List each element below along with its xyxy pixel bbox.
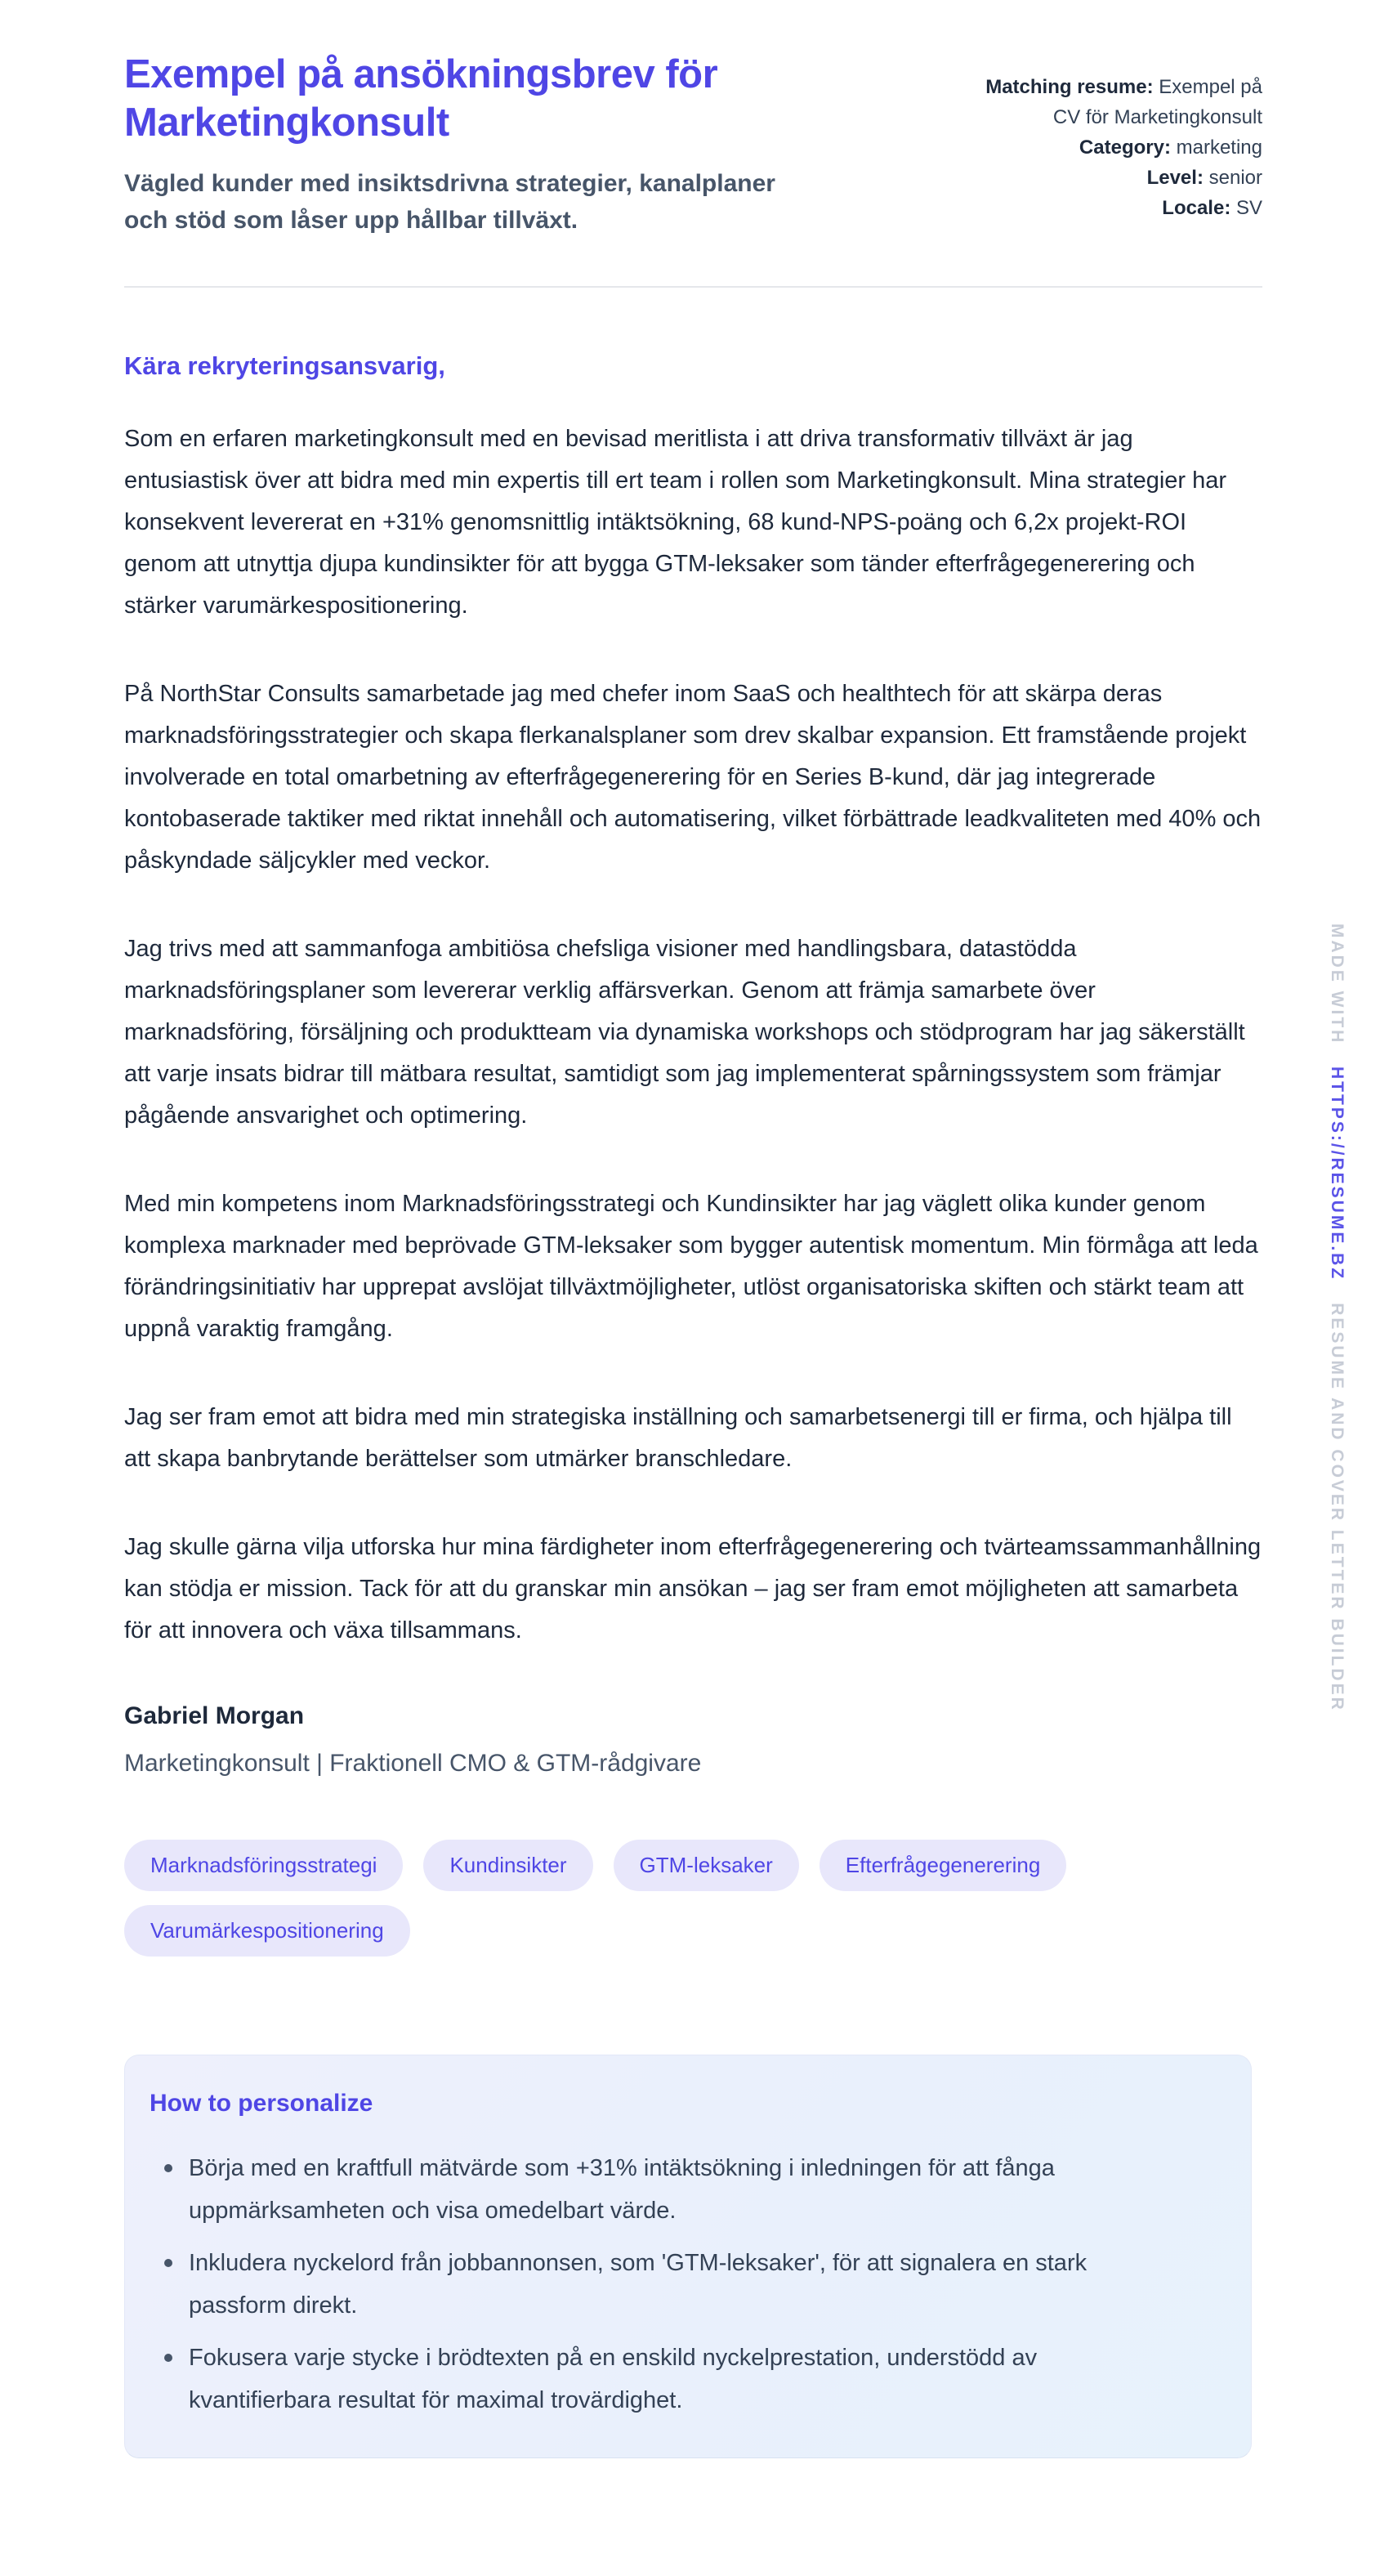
resume-bz-link[interactable]: HTTPS://RESUME.BZ [1328,1067,1347,1281]
how-to-personalize-box [124,2055,1252,2458]
meta-label-locale: Locale: [1162,197,1231,219]
meta-value-category: marketing [1170,136,1262,159]
personalize-tip-1: Börja med en kraftfull mätvärde som +31% intäktsökning i inledningen för att fånga uppmärksamheten och visa omedelbart värde. [161,2147,1166,2232]
personalize-tip-list [161,2147,1212,2422]
header-divider [124,286,1262,288]
page-subtitle: Vägled kunder med insiktsdrivna strategier, kanalplaner och stöd som låser upp hållbar tillväxt. [124,169,775,234]
skill-tag-gtm-leksaker: GTM-leksaker [614,1840,799,1891]
skill-tag-kundinsikter: Kundinsikter [423,1840,592,1891]
letter-paragraph-6: Jag skulle gärna vilja utforska hur mina färdigheter inom efterfrågegenerering och tvärteamssammanhållning kan stödja er mission. Tack för att du granskar min ansökan – jag ser fram emot möjligheten att samarbeta för att innovera och växa tillsammans. [124,1533,1262,1644]
letter-paragraph-2: På NorthStar Consults samarbetade jag med chefer inom SaaS och healthtech för att skärpa deras marknadsföringsstrategier och skapa flerkanalsplaner som drev skalbar expansion. Ett framstående projekt involverade en total omarbetning av efterfrågegenerering för en Series B-kund, där jag integrerade kontobaserade taktiker med riktat innehåll och automatisering, vilket förbättrade leadkvaliteten med 40% och påskyndade säljcykler med veckor. [124,680,1262,874]
page-title: Exempel på ansökningsbrev för Marketingkonsult [124,52,718,145]
meta-value-locale: SV [1230,197,1262,219]
watermark-suffix: RESUME AND COVER LETTER BUILDER [1328,1303,1347,1712]
skill-tags [124,1840,1186,1957]
skill-tag-varumarkespositionering: Varumärkespositionering [124,1905,410,1957]
made-with-watermark [1327,924,1347,1712]
resume-meta [976,51,1262,223]
meta-label-matching-resume: Matching resume: [985,76,1154,98]
how-to-personalize-title: How to personalize [150,2089,373,2117]
letter-greeting: Kära rekryteringsansvarig, [124,351,445,380]
letter-paragraph-5: Jag ser fram emot att bidra med min strategiska inställning och samarbetsenergi till er firma, och hjälpa till att skapa banbrytande berättelser som utmärker branschledare. [124,1403,1232,1472]
personalize-tip-3: Fokusera varje stycke i brödtexten på en enskild nyckelprestation, understödd av kvantifierbara resultat för maximal trovärdighet. [161,2337,1166,2422]
page-header [124,51,1262,239]
letter-paragraph-1: Som en erfaren marketingkonsult med en bevisad meritlista i att driva transformativ tillväxt är jag entusiastisk över att bidra med min expertis till ert team i rollen som Marketingkonsult. Mina strategier har konsekvent levererat en +31% genomsnittlig intäktsökning, 68 kund-NPS-poäng och 6,2x projekt-ROI genom att utnyttja djupa kundinsikter för att bygga GTM-leksaker som tänder efterfrågegenerering och stärker varumärkespositionering. [124,425,1227,619]
signature-name: Gabriel Morgan [124,1702,305,1729]
skill-tag-efterfragegenerering: Efterfrågegenerering [820,1840,1066,1891]
meta-label-category: Category: [1079,136,1171,159]
skill-tag-marknadsforingsstrategi: Marknadsföringsstrategi [124,1840,403,1891]
meta-value-matching-resume: Exempel på CV för Marketingkonsult [1052,76,1262,128]
letter-body [124,351,1262,1652]
watermark-prefix: MADE WITH [1328,924,1347,1045]
meta-value-level: senior [1203,167,1262,189]
personalize-tip-2: Inkludera nyckelord från jobbannonsen, som 'GTM-leksaker', för att signalera en stark passform direkt. [161,2242,1166,2327]
letter-paragraph-4: Med min kompetens inom Marknadsföringsstrategi och Kundinsikter har jag väglett olika kunder genom komplexa marknader med beprövade GTM-leksaker som bygger autentisk momentum. Min förmåga att leda förändringsinitiativ har upprepat avslöjat tillväxtmöjligheter, utlöst organisatoriska skiften och stärkt team att uppnå varaktig framgång. [124,1190,1258,1342]
letter-paragraph-3: Jag trivs med att sammanfoga ambitiösa chefsliga visioner med handlingsbara, datastödda marknadsföringsplaner som levererar verklig affärsverkan. Genom att främja samarbete över marknadsföring, försäljning och produktteam via dynamiska workshops och stödprogram har jag säkerställt att varje insats bidrar till mätbara resultat, samtidigt som jag implementerat spårningssystem som främjar pågående ansvarighet och optimering. [124,935,1245,1129]
header-left [124,51,909,239]
meta-label-level: Level: [1146,167,1204,189]
signature-role: Marketingkonsult | Fraktionell CMO & GTM-rådgivare [124,1749,702,1777]
